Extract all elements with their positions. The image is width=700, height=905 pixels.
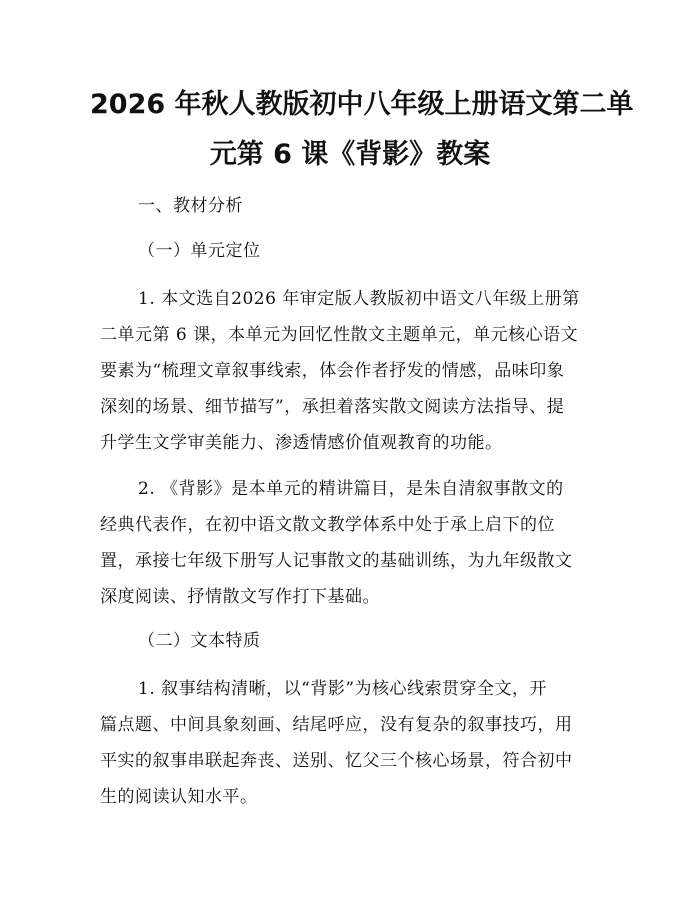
paragraph-line: 深度阅读、抒情散文写作打下基础。	[100, 587, 380, 607]
paragraph-line: 二单元第 6 课，本单元为回忆性散文主题单元，单元核心语文	[100, 325, 579, 345]
paragraph-line: 深刻的场景、细节描写”，承担着落实散文阅读方法指导、提	[100, 397, 565, 417]
paragraph-line: 生的阅读认知水平。	[100, 787, 258, 807]
paragraph-line: 1. 本文选自2026 年审定版人教版初中语文八年级上册第	[138, 289, 580, 309]
document-title-line-2: 元第 6 课《背影》教案	[209, 139, 491, 170]
subsection-heading: （二）文本特质	[138, 631, 261, 651]
paragraph-line: 要素为“梳理文章叙事线索，体会作者抒发的情感，品味印象	[100, 361, 565, 381]
paragraph-line: 升学生文学审美能力、渗透情感价值观教育的功能。	[100, 433, 503, 453]
subsection-heading: （一）单元定位	[138, 241, 261, 261]
paragraph-line: 平实的叙事串联起奔丧、送别、忆父三个核心场景，符合初中	[100, 751, 573, 771]
document-title-line-1: 2026 年秋人教版初中八年级上册语文第二单	[90, 89, 634, 120]
paragraph-line: 2. 《背影》是本单元的精讲篇目，是朱自清叙事散文的	[138, 479, 564, 499]
paragraph-line: 1. 叙事结构清晰，以“背影”为核心线索贯穿全文，开	[138, 679, 548, 699]
section-heading: 一、教材分析	[138, 196, 243, 216]
paragraph-line: 置，承接七年级下册写人记事散文的基础训练，为九年级散文	[100, 551, 573, 571]
paragraph-line: 经典代表作，在初中语文散文教学体系中处于承上启下的位	[100, 515, 555, 535]
paragraph-line: 篇点题、中间具象刻画、结尾呼应，没有复杂的叙事技巧，用	[100, 715, 573, 735]
